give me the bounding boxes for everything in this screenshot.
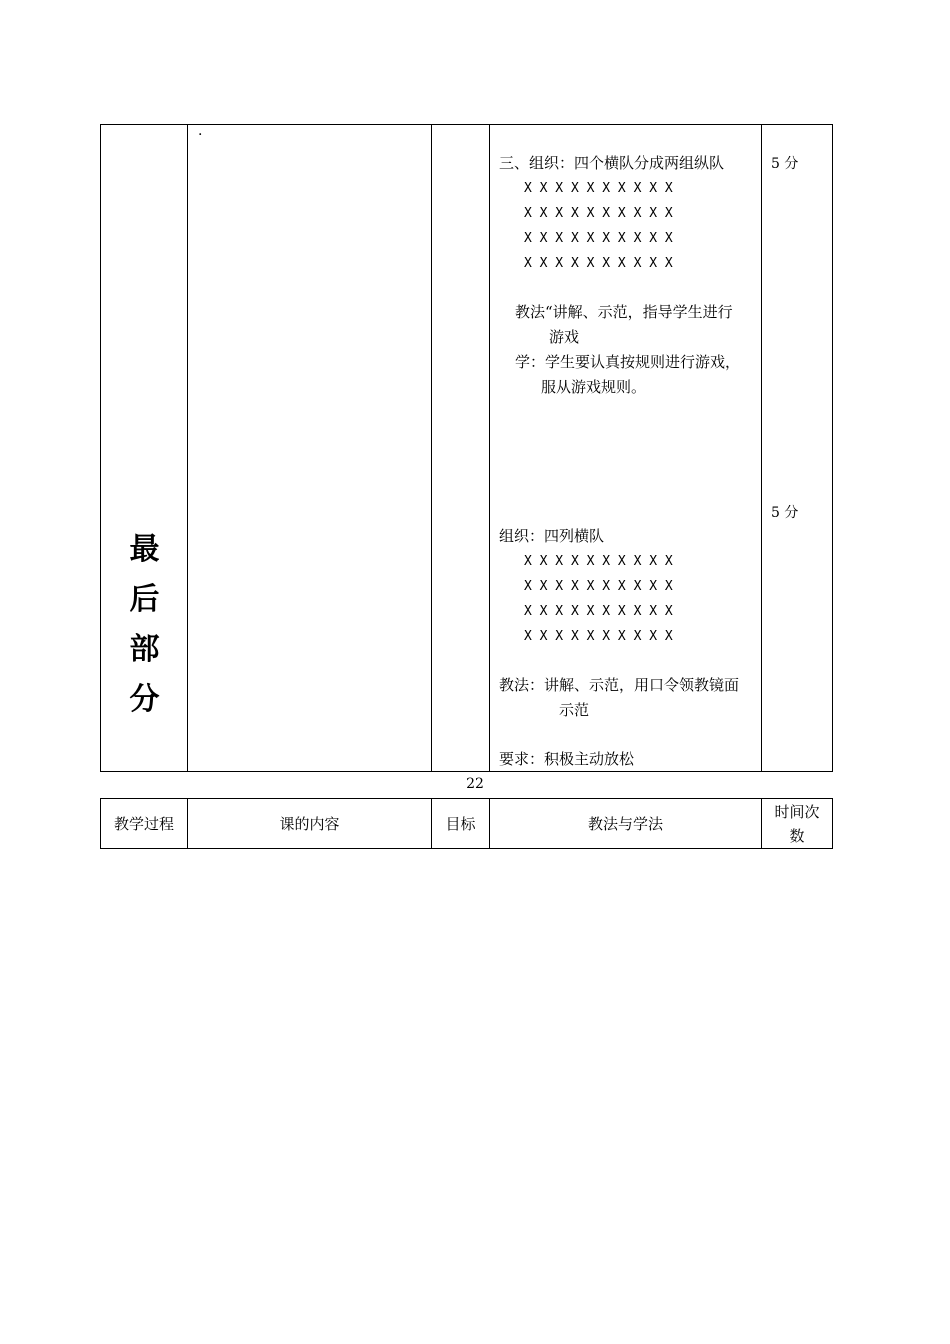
header-time-line: 数 [789, 826, 805, 845]
section-title-char: 部 [129, 632, 160, 667]
column-divider [761, 125, 762, 771]
formation-grid [524, 176, 673, 276]
formation-row: X X X X X X X X X X [524, 554, 673, 569]
requirement-text: 要求：积极主动放松 [499, 750, 635, 768]
content-dot: · [198, 127, 203, 143]
header-time [762, 799, 832, 848]
column-divider [489, 125, 490, 771]
formation-row: X X X X X X X X X X [524, 604, 673, 619]
header-table [100, 798, 833, 849]
formation-grid [524, 549, 673, 649]
teaching-method-text: 示范 [559, 701, 590, 719]
formation-row: X X X X X X X X X X [524, 256, 673, 271]
section-title-char: 后 [129, 582, 160, 617]
formation-row: X X X X X X X X X X [524, 181, 673, 196]
formation-row: X X X X X X X X X X [524, 629, 673, 644]
time-value: 5 分 [771, 156, 799, 172]
formation-row: X X X X X X X X X X [524, 579, 673, 594]
organization-text: 组织：四列横队 [499, 527, 605, 545]
time-value: 5 分 [771, 505, 799, 521]
column-divider [431, 125, 432, 771]
teaching-method-text: 游戏 [549, 328, 580, 346]
organization-text: 三、组织：四个横队分成两组纵队 [499, 154, 725, 172]
header-goal: 目标 [445, 814, 476, 833]
formation-row: X X X X X X X X X X [524, 231, 673, 246]
section-title-char: 分 [129, 682, 160, 717]
learning-method-text: 服从游戏规则。 [541, 378, 647, 396]
header-method: 教法与学法 [587, 814, 663, 833]
header-time-line: 时间次 [774, 802, 820, 821]
teaching-method-text: 教法：讲解、示范，用口令领教镜面 [499, 676, 740, 694]
teaching-method-text: 教法“讲解、示范，指导学生进行 [515, 303, 733, 321]
formation-row: X X X X X X X X X X [524, 206, 673, 221]
learning-method-text: 学：学生要认真按规则进行游戏， [515, 353, 741, 371]
section-title-char: 最 [129, 532, 160, 567]
section-title [101, 525, 188, 725]
header-content: 课的内容 [279, 814, 340, 833]
lesson-table [100, 124, 833, 772]
page-number: 22 [466, 776, 484, 792]
header-process: 教学过程 [113, 814, 174, 833]
